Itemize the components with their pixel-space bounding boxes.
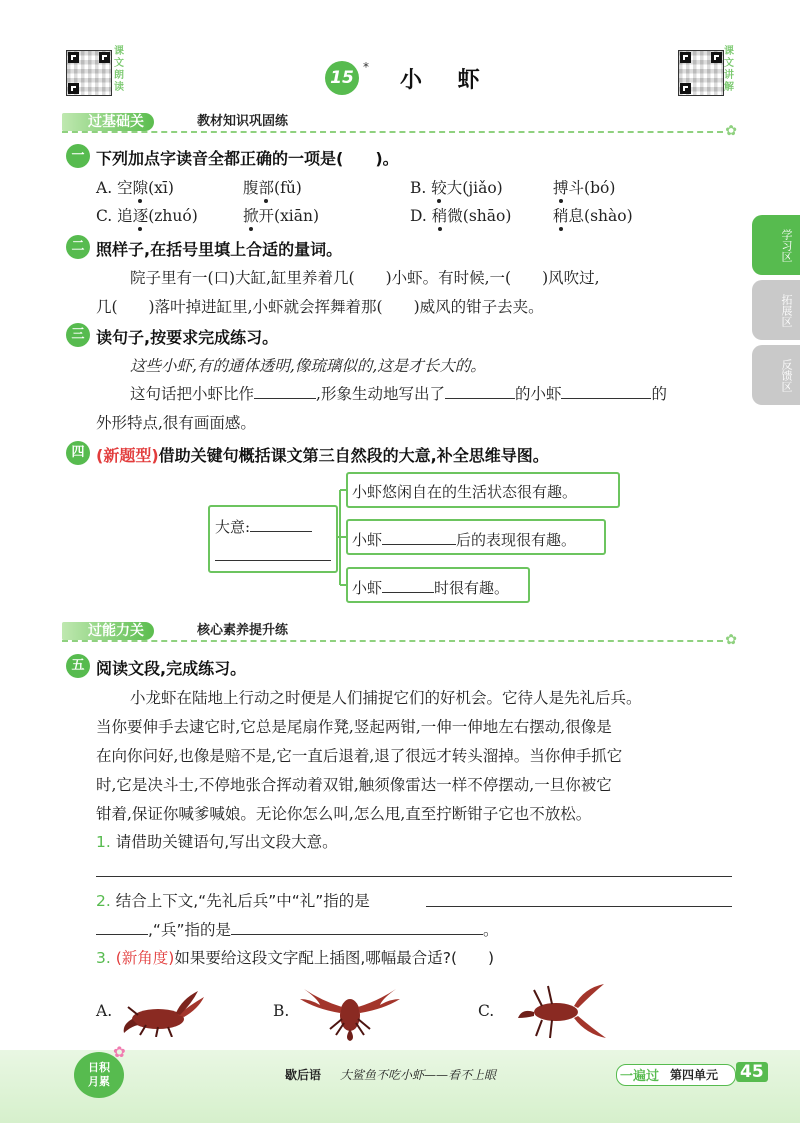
q5-sub3: 3. (新角度)如果要给这段文字配上插图,哪幅最合适?( ) (96, 949, 495, 967)
crayfish-image-a[interactable] (118, 985, 206, 1037)
q1-option-a-word2: 腹部(fǔ) (243, 176, 302, 198)
section-basic-chip: 过基础关 (62, 113, 154, 131)
q2-number: 二 (66, 235, 90, 259)
qr-code-right[interactable] (678, 50, 724, 96)
q5-sub2-blank-1[interactable] (426, 906, 732, 907)
mindmap-center-blank[interactable] (250, 515, 312, 532)
q2-line1[interactable]: 院子里有一(口)大缸,缸里养着几( )小虾。有时候,一( )风吹过, (130, 269, 600, 287)
mindmap-center-label: 大意: (215, 515, 312, 537)
tab-extend-area[interactable]: 拓展区 (752, 280, 800, 340)
q1-option-b-word2: 搏斗(bó) (553, 176, 615, 198)
q3-blank-2[interactable] (445, 382, 515, 399)
page-number: 45 (736, 1062, 768, 1082)
image-option-b-label[interactable]: B. (273, 1002, 290, 1020)
q5-passage-line-4: 时,它是决斗士,不停地张合挥动着双钳,触须像雷达一样不停摆动,一旦你被它 (96, 776, 612, 794)
crayfish-image-b[interactable] (296, 983, 404, 1041)
lesson-mark: * (363, 60, 369, 74)
q5-sub1: 1. 请借助关键语句,写出文段大意。 (96, 833, 338, 851)
q1-option-b[interactable]: B. 较大(jiǎo) (410, 176, 503, 198)
tab-feedback-area[interactable]: 反馈区 (752, 345, 800, 405)
section-ability-chip: 过能力关 (62, 622, 154, 640)
mindmap-branch-3-blank[interactable] (382, 576, 434, 593)
mindmap-branch-3-text[interactable]: 小虾 时很有趣。 (352, 576, 509, 598)
q3-line3: 外形特点,很有画面感。 (96, 414, 256, 432)
lesson-number-badge: 15 (325, 61, 359, 95)
tab-study-area[interactable]: 学习区 (752, 215, 800, 275)
xiehouyu-text: 大鲨鱼不吃小虾——看不上眼 (340, 1068, 497, 1082)
q3-prompt: 读句子,按要求完成练习。 (96, 328, 279, 347)
q1-option-d[interactable]: D. 稍微(shāo) (410, 204, 511, 226)
flower-icon: ✿ (725, 123, 737, 139)
qr-left-label: 课文朗读 (114, 46, 124, 93)
q5-passage-line-2: 当你要伸手去逮它时,它总是尾扇作凳,竖起两钳,一伸一伸地左右摆动,很像是 (96, 718, 612, 736)
footer-flower-icon: ✿ (113, 1043, 126, 1061)
mindmap-center-blank-2[interactable] (215, 560, 331, 561)
q3-blank-1[interactable] (254, 382, 316, 399)
crayfish-image-c[interactable] (512, 978, 608, 1044)
footer-brand: 一遍过 (620, 1069, 660, 1084)
q1-option-c-word2: 掀开(xiān) (243, 204, 319, 226)
q2-prompt: 照样子,在括号里填上合适的量词。 (96, 240, 343, 259)
q3-number: 三 (66, 323, 90, 347)
q5-sub1-answer-line[interactable] (96, 876, 732, 877)
q4-prompt-line: (新题型)借助关键句概括课文第三自然段的大意,补全思维导图。 (96, 446, 549, 465)
q5-passage-line-1: 小龙虾在陆地上行动之时便是人们捕捉它们的好机会。它待人是先礼后兵。 (130, 689, 642, 707)
mindmap-branch-2-text[interactable]: 小虾 后的表现很有趣。 (352, 528, 576, 550)
xiehouyu-label: 歇后语 (285, 1068, 322, 1082)
lesson-title: 小 虾 (400, 68, 494, 93)
flower-icon: ✿ (725, 632, 737, 648)
q2-line2[interactable]: 几( )落叶掉进缸里,小虾就会挥舞着那( )威风的钳子去夹。 (96, 298, 544, 316)
q3-blank-3[interactable] (561, 382, 651, 399)
q1-number: 一 (66, 144, 90, 168)
mindmap-branch-2-blank[interactable] (382, 528, 456, 545)
qr-code-left[interactable] (66, 50, 112, 96)
q5-passage-line-5: 钳着,保证你喊爹喊娘。无论你怎么叫,怎么甩,直至拧断钳子它也不放松。 (96, 805, 592, 823)
q5-number: 五 (66, 654, 90, 678)
qr-right-label: 课文讲解 (724, 46, 734, 93)
q5-sub2-blank-1b[interactable] (96, 918, 148, 935)
section-ability-bar (62, 622, 737, 648)
footer-unit: 第四单元 (670, 1068, 719, 1082)
mindmap-branch-1-text: 小虾悠闲自在的生活状态很有趣。 (352, 483, 578, 501)
q3-sentence: 这些小虾,有的通体透明,像琉璃似的,这是才长大的。 (130, 357, 486, 375)
footer-badge-line1: 日积 (88, 1061, 110, 1074)
q4-tag: (新题型) (96, 446, 159, 465)
q1-prompt: 下列加点字读音全都正确的一项是( )。 (96, 149, 399, 168)
q5-sub2-blank-2[interactable] (231, 918, 483, 935)
q5-prompt: 阅读文段,完成练习。 (96, 659, 247, 678)
q1-option-a[interactable]: A. 空隙(xī) (96, 176, 174, 198)
section-basic-subtitle: 教材知识巩固练 (197, 114, 289, 129)
q1-option-d-word2: 稍息(shào) (553, 204, 633, 226)
image-option-a-label[interactable]: A. (96, 1002, 113, 1020)
q5-sub2: 2. 结合上下文,“先礼后兵”中“礼”指的是 (96, 892, 370, 910)
q4-number: 四 (66, 441, 90, 465)
q1-option-c[interactable]: C. 追逐(zhuó) (96, 204, 198, 226)
q3-line2[interactable]: 这句话把小虾比作 ,形象生动地写出了 的小虾 的 (130, 382, 667, 404)
image-option-c-label[interactable]: C. (478, 1002, 495, 1020)
q5-sub2-line2: ,“兵”指的是 。 (96, 918, 499, 940)
section-ability-subtitle: 核心素养提升练 (197, 623, 289, 638)
section-basic-bar (62, 113, 737, 139)
q5-passage-line-3: 在向你问好,也像是赔不是,它一直后退着,退了很远才转头溜掉。当你伸手抓它 (96, 747, 623, 765)
footer-badge-line2: 月累 (88, 1075, 110, 1088)
